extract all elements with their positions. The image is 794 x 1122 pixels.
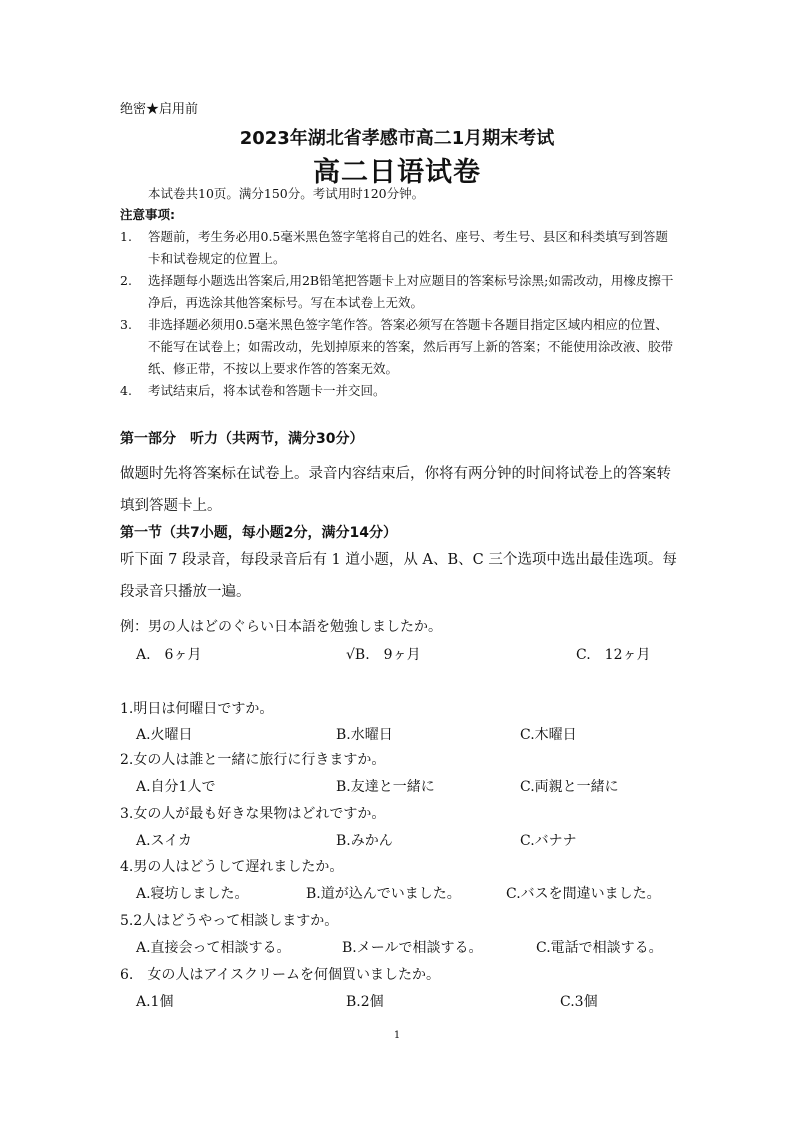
question-5-option-a: A.直接会って相談する。	[136, 940, 291, 956]
notice-item	[120, 226, 680, 270]
example-question: 例：男の人はどのぐらい日本語を勉強しましたか。	[120, 619, 442, 635]
question-6-option-a: A.1個	[136, 994, 174, 1010]
question-6: 6. 女の人はアイスクリームを何個買いましたか。	[120, 967, 440, 983]
page-number: 1	[393, 1030, 401, 1041]
notice-text: 非选择题必须用0.5毫米黑色签字笔作答。答案必须写在答题卡各题目指定区域内相应的位置、不能写在试卷上；如需改动，先划掉原来的答案，然后再写上新的答案；不能使用涂改液、胶带纸、修正带，不按以上要求作答的答案无效。	[148, 317, 674, 376]
confidential-mark: 绝密★启用前	[120, 102, 199, 117]
example-option-b	[346, 644, 421, 664]
check-mark-icon: √	[346, 647, 355, 663]
question-5-option-b: B.メールで相談する。	[342, 940, 483, 956]
notice-item	[120, 380, 680, 402]
part1-heading: 第一部分 听力（共两节，满分30分）	[120, 431, 364, 447]
question-2-option-c: C.両親と一緒に	[520, 779, 619, 795]
notice-list	[120, 226, 680, 402]
question-3-option-b: B.みかん	[336, 833, 393, 849]
example-option-c: C. 12ヶ月	[576, 647, 651, 663]
question-4-option-c: C.バスを間違いました。	[506, 886, 661, 902]
notice-item	[120, 314, 680, 380]
notice-number: 4.	[120, 383, 132, 398]
exam-intro: 本试卷共10页。满分150分。考试用时120分钟。	[148, 186, 425, 201]
question-1-option-c: C.木曜日	[520, 727, 577, 743]
question-3-option-c: C.バナナ	[520, 833, 577, 849]
notice-number: 3.	[120, 317, 132, 332]
notice-text: 考试结束后，将本试卷和答题卡一并交回。	[148, 383, 386, 398]
example-option-a: A. 6ヶ月	[136, 647, 202, 663]
question-1: 1.明日は何曜日ですか。	[120, 701, 274, 717]
question-5-option-c: C.電話で相談する。	[536, 940, 663, 956]
question-1-option-a: A.火曜日	[136, 727, 193, 743]
question-3: 3.女の人が最も好きな果物はどれですか。	[120, 806, 386, 822]
notice-text: 选择题每小题选出答案后,用2B铅笔把答题卡上对应题目的答案标号涂黑;如需改动，用橡皮擦干净后，再选涂其他答案标号。写在本试卷上无效。	[148, 273, 674, 310]
question-3-option-a: A.スイカ	[136, 833, 192, 849]
notice-number: 1.	[120, 229, 132, 244]
exam-title: 2023年湖北省孝感市高二1月期末考试	[239, 128, 555, 149]
section1-instruction: 听下面 7 段录音，每段录音后有 1 道小题，从 A、B、C 三个选项中选出最佳选项。每段录音只播放一遍。	[120, 552, 677, 600]
question-2: 2.女の人は誰と一緒に旅行に行きますか。	[120, 752, 386, 768]
notice-text: 答题前，考生务必用0.5毫米黑色签字笔将自己的姓名、座号、考生号、县区和科类填写到答题卡和试卷规定的位置上。	[148, 229, 668, 266]
question-5: 5.2人はどうやって相談しますか。	[120, 913, 339, 929]
question-2-option-a: A.自分1人で	[136, 779, 216, 795]
question-2-option-b: B.友達と一緒に	[336, 779, 435, 795]
notice-heading: 注意事项:	[120, 207, 175, 222]
question-4-option-b: B.道が込んでいました。	[306, 886, 461, 902]
example-option-b-label: B. 9ヶ月	[354, 647, 421, 663]
question-4: 4.男の人はどうして遅れましたか。	[120, 859, 344, 875]
notice-item	[120, 270, 680, 314]
question-1-option-b: B.水曜日	[336, 727, 393, 743]
exam-subtitle: 高二日语试卷	[313, 157, 481, 188]
question-6-option-b: B.2個	[346, 994, 384, 1010]
notice-number: 2.	[120, 273, 132, 288]
section1-heading: 第一节（共7小题，每小题2分，满分14分）	[120, 525, 397, 541]
part1-instruction: 做题时先将答案标在试卷上。录音内容结束后，你将有两分钟的时间将试卷上的答案转填到答题卡上。	[120, 466, 671, 514]
question-4-option-a: A.寝坊しました。	[136, 886, 249, 902]
question-6-option-c: C.3個	[560, 994, 598, 1010]
